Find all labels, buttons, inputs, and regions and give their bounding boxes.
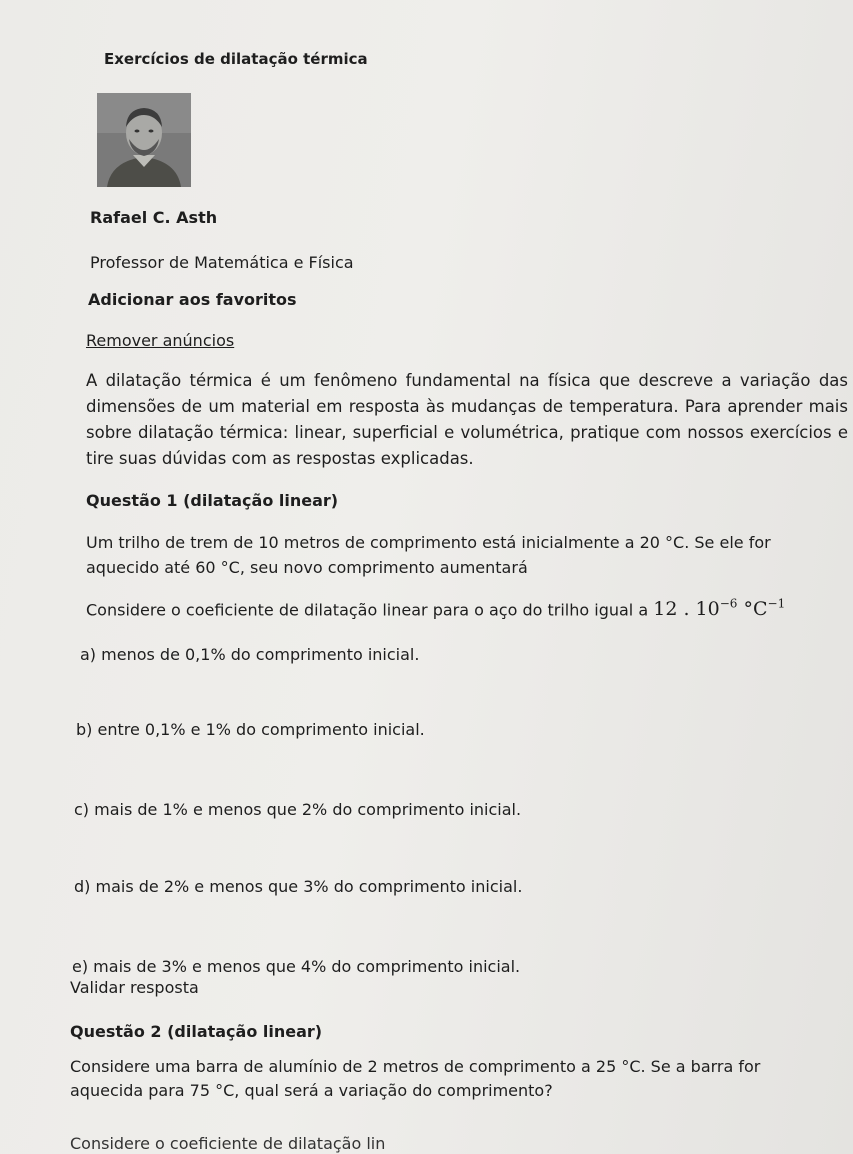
question-2-text: Considere uma barra de alumínio de 2 metros de comprimento a 25 °C. Se a barra for aquecida para 75 °C, qual será a variação do comprimento? — [70, 1057, 761, 1100]
validate-answer-button[interactable]: Validar resposta — [70, 978, 199, 997]
consider-text: Considere o coeficiente de dilatação linear para o aço do trilho igual a — [86, 600, 649, 620]
remove-ads-link[interactable]: Remover anúncios — [86, 331, 235, 350]
author-avatar — [97, 93, 191, 187]
question-1-title: Questão 1 (dilatação linear) — [86, 491, 339, 510]
intro-paragraph: A dilatação térmica é um fenômeno fundamental na física que descreve a variação das dimensões de um material em resposta às mudanças de temperatura. Para aprender mais sobre dilatação térmica: linear, superficial e volumétrica, pratique com nossos exercícios e tire suas dúvidas com as respostas explicadas. — [86, 371, 848, 468]
option-b[interactable]: b) entre 0,1% e 1% do comprimento inicial. — [76, 720, 425, 739]
page-title: Exercícios de dilatação térmica — [104, 50, 368, 68]
option-e[interactable]: e) mais de 3% e menos que 4% do comprimento inicial. — [72, 957, 521, 976]
coef-unit-exp: −1 — [767, 597, 786, 611]
coef-exp: −6 — [719, 597, 738, 611]
coefficient-formula — [653, 598, 785, 620]
option-c[interactable]: c) mais de 1% e menos que 2% do comprimento inicial. — [74, 800, 522, 819]
question-2-consider: Considere o coeficiente de dilatação lin — [70, 1134, 386, 1153]
option-d[interactable]: d) mais de 2% e menos que 3% do comprimento inicial. — [74, 877, 523, 896]
author-role: Professor de Matemática e Física — [90, 253, 354, 272]
author-name: Rafael C. Asth — [90, 208, 218, 227]
option-a[interactable]: a) menos de 0,1% do comprimento inicial. — [80, 645, 420, 664]
add-favorite-link[interactable]: Adicionar aos favoritos — [88, 290, 297, 309]
question-1-text: Um trilho de trem de 10 metros de comprimento está inicialmente a 20 °C. Se ele for aquecido até 60 °C, seu novo comprimento aumentará — [86, 533, 771, 577]
question-2-title: Questão 2 (dilatação linear) — [70, 1022, 323, 1041]
coef-base: 12 . 10 — [653, 598, 720, 621]
coef-unit: °C — [743, 598, 768, 621]
question-1-consider — [86, 597, 785, 620]
